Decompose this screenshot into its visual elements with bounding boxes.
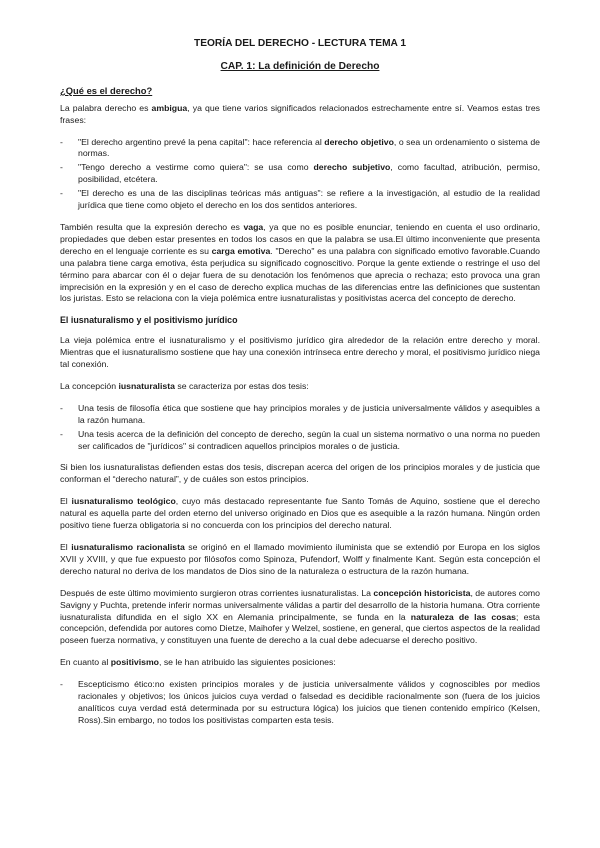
tesis-list — [60, 403, 540, 453]
paragraph-discrepan: Si bien los iusnaturalistas defienden estas dos tesis, discrepan acerca del origen de los principios morales y de justicia que conforman el “derecho natural”, y de cuáles son estos principios. — [60, 462, 540, 485]
section-heading-que-es: ¿Qué es el derecho? — [60, 84, 153, 96]
document-title: TEORÍA DEL DERECHO - LECTURA TEMA 1 — [193, 38, 407, 49]
paragraph-polemica: La vieja polémica entre el iusnaturalismo y el positivismo jurídico gira alrededor de la relación entre derecho y moral. Mientras que el iusnaturalismo sostiene que hay una conexión intrínseca entre derecho y moral, el positivismo jurídico niega tal conexión. — [60, 335, 540, 370]
paragraph-positivismo: En cuanto al positivismo, se le han atribuido las siguientes posiciones: — [60, 657, 336, 668]
list-item: - Una tesis de filosofía ética que sostiene que hay principios morales y de justicia universalmente válidos y asequibles a la razón humana. — [78, 403, 540, 427]
paragraph-concepcion: La concepción iusnaturalista se caracteriza por estas dos tesis: — [60, 380, 309, 391]
paragraph-racionalista: El iusnaturalismo racionalista se originó en el llamado movimiento iluminista que se extendió por Europa en los siglos XVII y XVIII, y que fue expuesto por filósofos como Spinoza, Pufendorf, Wolff y finalmente Kant. Según esta concepción el derecho natural no deriva de los mandatos de Dios sino de la naturaleza o estructura de la razón humana. — [60, 542, 540, 576]
section-heading-iusnaturalismo: El iusnaturalismo y el positivismo jurídico — [60, 315, 238, 326]
paragraph-vaga: También resulta que la expresión derecho es vaga, ya que no es posible enunciar, teniendo en cuenta el uso ordinario, propiedades que deben estar presentes en todos los casos en que la palabra se usa.El último inconveniente que presenta derecho en el lenguaje corriente es su carga emotiva. "Derecho" es una palabra con significado emotivo favorable.Cuando una palabra tiene carga emotiva, ésta perjudica su significado cognoscitivo. Porque la gente extiende o restringe el uso del término para abarcar con él o dejar fuera de su denotación los fenómenos que aprecia o rechaza; esto provoca una gran imprecisión en la expresión y en el caso de derecho explica muchas de las diferencias entre las definiciones que sustentan los juristas. Esto se relaciona con la vieja polémica entre iusnaturalistas y positivistas acerca del concepto de derecho. — [60, 221, 540, 304]
chapter-title: CAP. 1: La definición de Derecho — [220, 60, 380, 72]
paragraph-historicista: Después de este último movimiento surgieron otras corrientes iusnaturalistas. La concepción historicista, de autores como Savigny y Puchta, pretende inferir normas universalmente válidas a partir del desarrollo de la historia humana. Otra corriente iusnaturalista difundida en el siglo XX en Alemania principalmente, se funda en la naturaleza de las cosas; esta concepción, defendida por autores como Dietze, Maihofer y Welzel, sostiene, en general, que ciertos aspectos de la realidad poseen fuerza normativa, y constituyen una fuente de derecho a la cual debe adecuarse el derecho positivo. — [60, 587, 540, 646]
paragraph-teologico: El iusnaturalismo teológico, cuyo más destacado representante fue Santo Tomás de Aquino, sostiene que el derecho natural es aquella parte del orden eterno del universo originado en Dios que es asequible a la razón humana. Ningún orden positivo tiene fuerza obligatoria si no concuerda con los principios del derecho natural. — [60, 496, 541, 531]
list-item: - "Tengo derecho a vestirme como quiera": se usa como derecho subjetivo, como facultad, atribución, permiso, posibilidad, etcétera. — [78, 162, 540, 186]
list-item: - Escepticismo ético:no existen principios morales y de justicia universalmente válidos y cognoscibles por medios racionales y objetivos; los únicos juicios cuya verdad o falsedad es decidible racionalmente son (fuera de los juicios analíticos cuya verdad está determinada por su estructura lógica) los juicios que tienen contenido empírico (Kelsen, Ross).Sin embargo, no todos los positivistas comparten esta tesis. — [78, 679, 540, 727]
meanings-list — [60, 137, 540, 212]
positivismo-list — [60, 679, 540, 727]
list-item: - "El derecho argentino prevé la pena capital": hace referencia al derecho objetivo, o sea un ordenamiento o sistema de normas. — [78, 137, 540, 161]
paragraph-ambigua: La palabra derecho es ambigua, ya que tiene varios significados relacionados estrechamente entre sí. Veamos estas tres frases: — [60, 102, 540, 125]
list-item: - "El derecho es una de las disciplinas teóricas más antiguas": se refiere a la investigación, al estudio de la realidad jurídica que tiene como objeto el derecho en los dos sentidos anteriores. — [78, 188, 540, 212]
list-item: - Una tesis acerca de la definición del concepto de derecho, según la cual un sistema normativo o una norma no pueden ser calificados de "jurídicos" si contradicen aquellos principios morales o de justicia. — [78, 429, 540, 453]
